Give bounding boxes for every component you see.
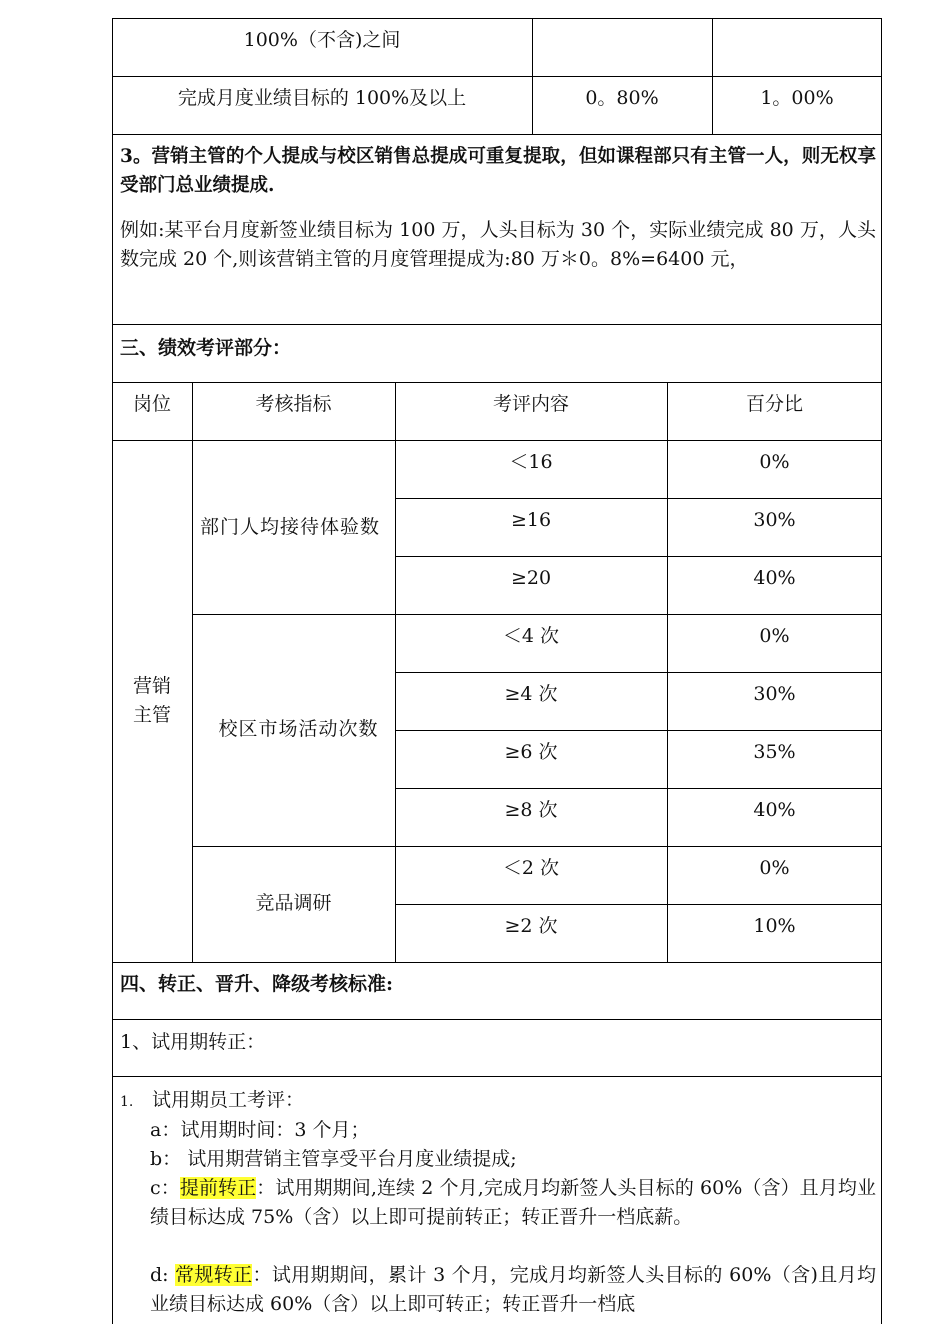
indicator-label: 部门人均接待体验数 [200,515,381,538]
content-cell: ≥2 次 [504,915,558,938]
item-a: a：试用期时间：3 个月； [150,1119,370,1141]
content-cell: ≥8 次 [504,799,558,822]
commission-rate-a-cell: 0。80% [585,87,659,110]
divider [395,730,882,731]
note3-heading: 3。营销主管的个人提成与校区销售总提成可重复提取，但如课程部只有主管一人，则无权享受部门总业绩提成. [120,146,876,196]
divider [395,904,882,905]
item-c [150,1174,876,1232]
note3-example: 例如:某平台月度新签业绩目标为 100 万，人头目标为 30 个，实际业绩完成 80 万，人头数完成 20 个,则该营销主管的月度管理提成为:80 万＊0。8%=6400 元， [120,219,876,270]
indicator-cell: 竞品调研 [255,892,332,915]
header-position: 岗位 [132,393,171,416]
item-d [150,1261,876,1319]
content-cell: ≥6 次 [504,741,558,764]
divider [395,788,882,789]
commission-rate-a-cell [532,18,712,64]
section4-title: 四、转正、晋升、降级考核标准: [120,973,394,995]
header-content: 考评内容 [492,393,569,416]
indicator-cell: 校区市场活动次数 [218,718,379,741]
list-title: 试用期员工考评： [152,1089,305,1111]
divider [395,672,882,673]
section4-sub1: 1、试用期转正： [120,1031,266,1053]
divider [112,324,882,325]
content-cell: ＜2 次 [502,857,560,880]
item-d-highlight: 常规转正 [174,1264,253,1286]
section3-title: 三、绩效考评部分： [120,337,292,359]
content-cell: ≥16 [510,509,552,532]
position-cell [112,440,192,962]
percent-cell: 35% [753,741,796,764]
commission-rate-b-cell [712,18,882,64]
content-cell: ≥4 次 [504,683,558,706]
header-percent: 百分比 [745,393,803,416]
percent-cell: 0% [759,451,790,474]
position-label: 营销主管 [132,675,171,726]
divider [112,1019,882,1020]
item-b: b： 试用期营销主管享受平台月度业绩提成; [150,1148,517,1170]
divider [112,962,882,963]
item-d-prefix: d: [150,1264,175,1286]
percent-cell: 40% [753,799,796,822]
divider [112,1076,882,1077]
content-cell: ≥20 [510,567,552,590]
percent-cell: 10% [753,915,796,938]
indicator-cell [192,440,395,614]
commission-rate-b-cell: 1。00% [760,87,834,110]
percent-cell: 0% [759,857,790,880]
content-cell: ＜4 次 [502,625,560,648]
list-number: 1. [120,1094,134,1110]
percent-cell: 40% [753,567,796,590]
item-c-prefix: c： [150,1177,180,1199]
divider [395,556,882,557]
commission-condition-cell: 100%（不含)之间 [243,29,401,52]
percent-cell: 30% [753,509,796,532]
percent-cell: 30% [753,683,796,706]
content-cell: ＜16 [509,451,553,474]
commission-condition-cell: 完成月度业绩目标的 100%及以上 [177,87,467,110]
divider [395,498,882,499]
item-c-text: ：试用期期间,连续 2 个月,完成月均新签人头目标的 60%（含）且月均业绩目标达成 75%（含）以上即可提前转正；转正晋升一档底薪。 [150,1177,876,1228]
item-d-text: ：试用期期间，累计 3 个月，完成月均新签人头目标的 60%（含)且月均业绩目标达成 60%（含）以上即可转正；转正晋升一档底 [150,1264,876,1315]
divider [112,134,882,135]
header-indicator: 考核指标 [255,393,332,416]
percent-cell: 0% [759,625,790,648]
item-c-highlight: 提前转正 [179,1177,257,1199]
